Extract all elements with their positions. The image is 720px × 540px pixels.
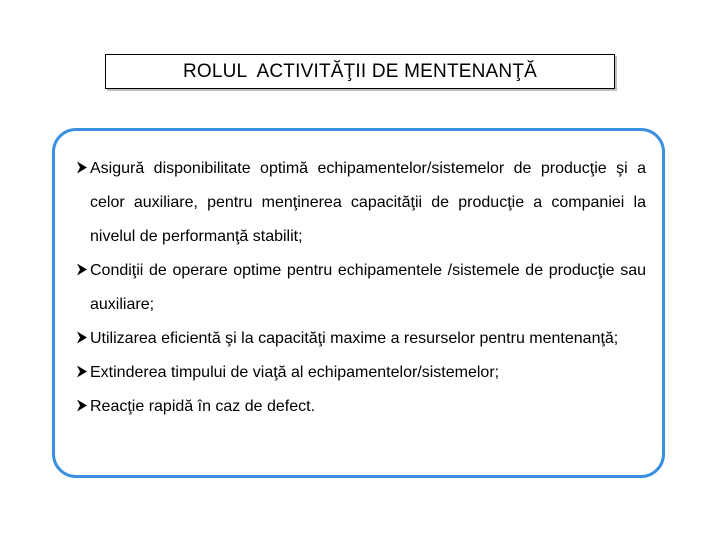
list-item: [76, 322, 646, 356]
bullet-list: [76, 152, 646, 424]
slide-title: ROLUL ACTIVITĂŢII DE MENTENANŢĂ: [182, 60, 538, 82]
arrowhead-bullet-icon: [76, 322, 90, 356]
arrowhead-bullet-icon: [76, 152, 90, 186]
bullet-text: Utilizarea eficientă şi la capacităţi maxime a resurselor pentru mentenanţă;: [90, 330, 619, 347]
arrowhead-bullet-icon: [76, 390, 90, 424]
bullet-text: Reacţie rapidă în caz de defect.: [90, 398, 316, 415]
bullet-text: Asigură disponibilitate optimă echipamentelor/sistemelor de producţie şi a celor auxiliare, pentru menţinerea capacităţii de producţie a companiei la nivelul de performanţă stabilit;: [90, 160, 646, 245]
bullet-text: Condiţii de operare optime pentru echipamentele /sistemele de producţie sau auxiliare;: [90, 262, 646, 313]
list-item: [76, 152, 646, 254]
arrowhead-bullet-icon: [76, 356, 90, 390]
list-item: [76, 390, 646, 424]
list-item: [76, 356, 646, 390]
title-box: [105, 54, 615, 89]
bullet-text: Extinderea timpului de viaţă al echipamentelor/sistemelor;: [90, 364, 500, 381]
list-item: [76, 254, 646, 322]
arrowhead-bullet-icon: [76, 254, 90, 288]
